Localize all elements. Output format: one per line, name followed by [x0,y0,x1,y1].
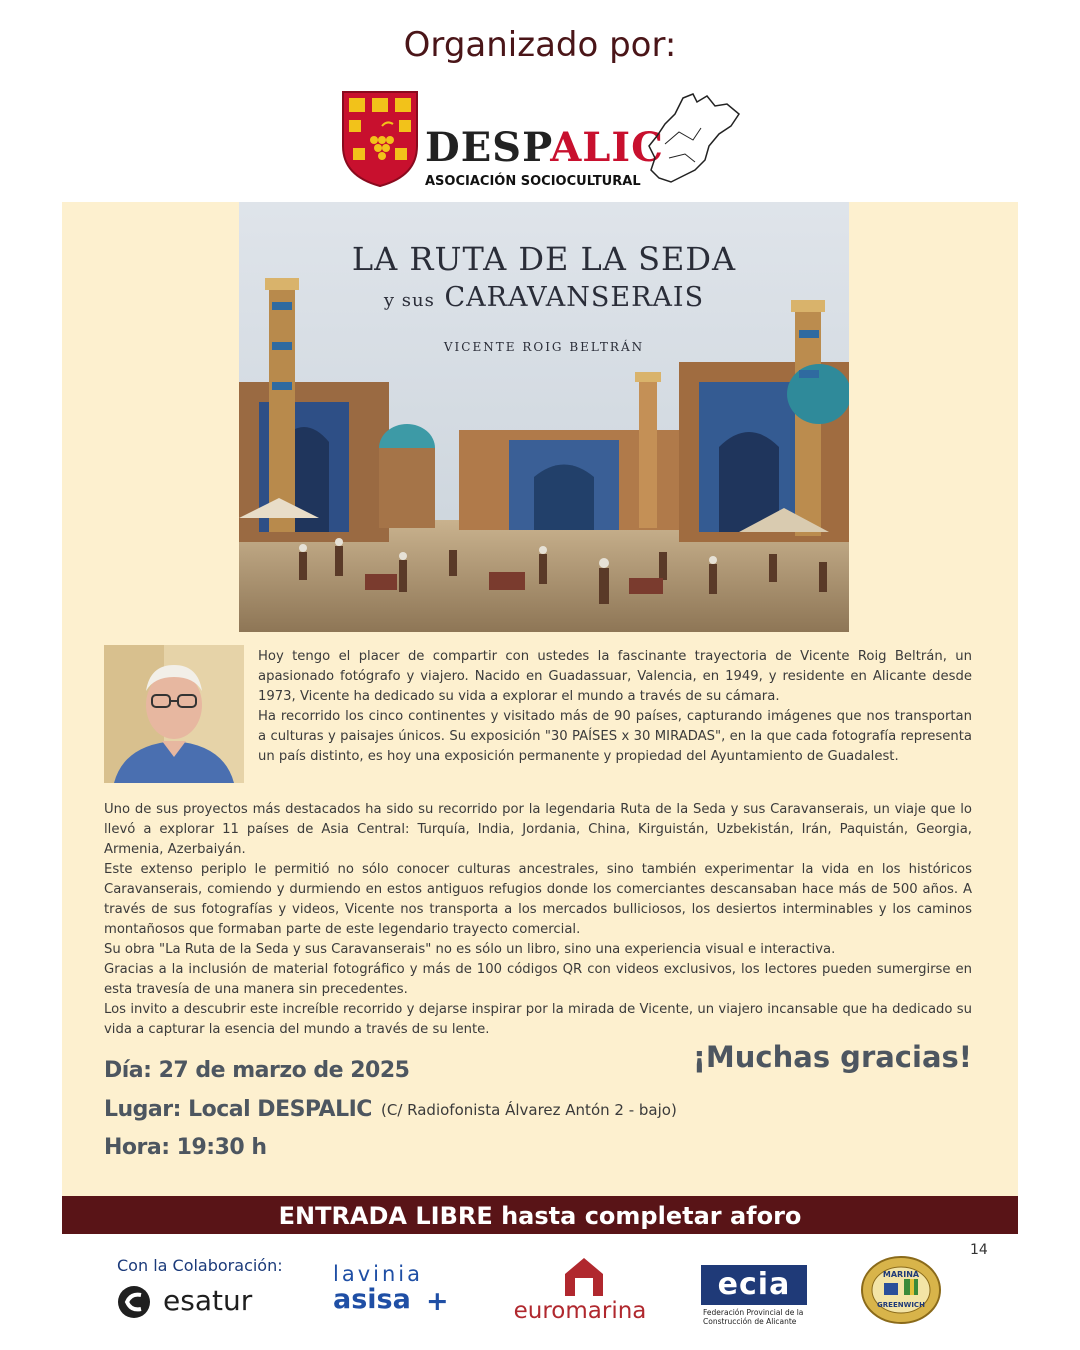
euromarina-logo [505,1256,655,1326]
ecia-wordmark: ecia [717,1267,791,1302]
book-cover [239,202,849,632]
author-portrait [104,645,244,783]
bio-paragraph: Ha recorrido los cinco continentes y visitado más de 90 países, capturando imágenes que nos transportan a culturas y paisajes únicos. Su exposición "30 PAÍSES x 30 MIRADAS", en la que cada fotografía representa un país distinto, es hoy una exposición permanente y propiedad del Ayuntamiento de Guadalest. [258,709,972,764]
esatur-wordmark: esatur [163,1284,253,1317]
ecia-logo [701,1265,811,1329]
author-photo [104,645,244,783]
province-map-icon [635,84,745,184]
body-paragraph: Su obra "La Ruta de la Seda y sus Caravanserais" no es sólo un libro, sino una experiencia visual e interactiva. [104,942,836,957]
marina-greenwich-emblem [860,1255,942,1325]
collaboration-label: Con la Colaboración: [117,1256,283,1275]
project-description [104,800,972,1040]
body-paragraph: Los invito a descubrir este increíble recorrido y dejarse inspirar por la mirada de Vicente, un viajero incansable que ha dedicado su vida a capturar la esencia del mundo a través de su lente. [104,1002,972,1037]
book-subtitle-main: CARAVANSERAIS [444,282,705,313]
free-entry-banner: ENTRADA LIBRE hasta completar aforo [62,1196,1018,1234]
logo-brand-part2: ALIC [550,124,664,171]
thanks-message: ¡Muchas gracias! [692,1040,972,1074]
marina-greenwich-logo [860,1255,942,1325]
greenwich-top-text: MARINA [882,1270,920,1279]
event-address: (C/ Radiofonista Álvarez Antón 2 - bajo) [381,1101,677,1119]
organizer-heading: Organizado por: [403,25,677,65]
asisa-wordmark: asisa [333,1284,411,1315]
euromarina-wordmark: euromarina [513,1298,647,1324]
body-paragraph: Gracias a la inclusión de material fotográfico y más de 100 códigos QR con videos exclusivos, los lectores pueden sumergirse en esta travesía de una manera sin precedentes. [104,962,972,997]
ecia-subtitle [703,1308,803,1326]
lavinia-asisa-logo [333,1262,453,1322]
house-icon [563,1256,605,1298]
esatur-logo [117,1282,267,1320]
logo-brand-part1: DESP [425,124,551,171]
page-number: 14 [970,1242,988,1258]
despalic-logo [335,82,745,192]
book-title: LA RUTA DE LA SEDA [351,240,737,278]
logo-brand [425,124,664,171]
book-subtitle [239,282,849,313]
author-bio [258,647,972,767]
event-date: Día: 27 de marzo de 2025 [104,1058,410,1083]
body-paragraph: Este extenso periplo le permitió no sólo conocer culturas ancestrales, sino también experimentar la vida en los históricos Caravanserais, comiendo y durmiendo en estos antiguos refugios donde los comerciantes descansaban hace más de 500 años. A través de sus fotografías y videos, Vicente nos transporta a los mercados bulliciosos, los desiertos interminables y los caminos montañosos que formaban parte de este legendario trayecto comercial. [104,862,972,937]
shield-emblem-icon [341,90,419,188]
esatur-icon [117,1285,151,1319]
event-place: Lugar: Local DESPALIC [104,1097,372,1122]
event-time: Hora: 19:30 h [104,1135,267,1160]
ecia-subtitle-line: Construcción de Alicante [703,1317,797,1326]
logo-tagline: ASOCIACIÓN SOCIOCULTURAL [425,174,641,189]
greenwich-bottom-text: GREENWICH [877,1301,925,1309]
body-paragraph: Uno de sus proyectos más destacados ha sido su recorrido por la legendaria Ruta de la Seda y sus Caravanserais, un viaje que lo llevó a explorar 11 países de Asia Central: Turquía, India, Jordania, China, Kirguistán, Uzbekistán, Irán, Paquistán, Georgia, Armenia, Azerbaiyán. [104,802,972,857]
lavinia-wordmark: lavinia [333,1262,423,1286]
book-subtitle-prefix: y sus [383,290,435,311]
ecia-subtitle-line: Federación Provincial de la [703,1308,804,1317]
plus-icon: + [426,1286,449,1317]
bio-paragraph: Hoy tengo el placer de compartir con ustedes la fascinante trayectoria de Vicente Roig Beltrán, un apasionado fotógrafo y viajero. Nacido en Guadassuar, Valencia, en 1949, y residente en Alicante desde 1973, Vicente ha dedicado su vida a explorar el mundo a través de su cámara. [258,649,972,704]
book-author: VICENTE ROIG BELTRÁN [443,340,645,354]
